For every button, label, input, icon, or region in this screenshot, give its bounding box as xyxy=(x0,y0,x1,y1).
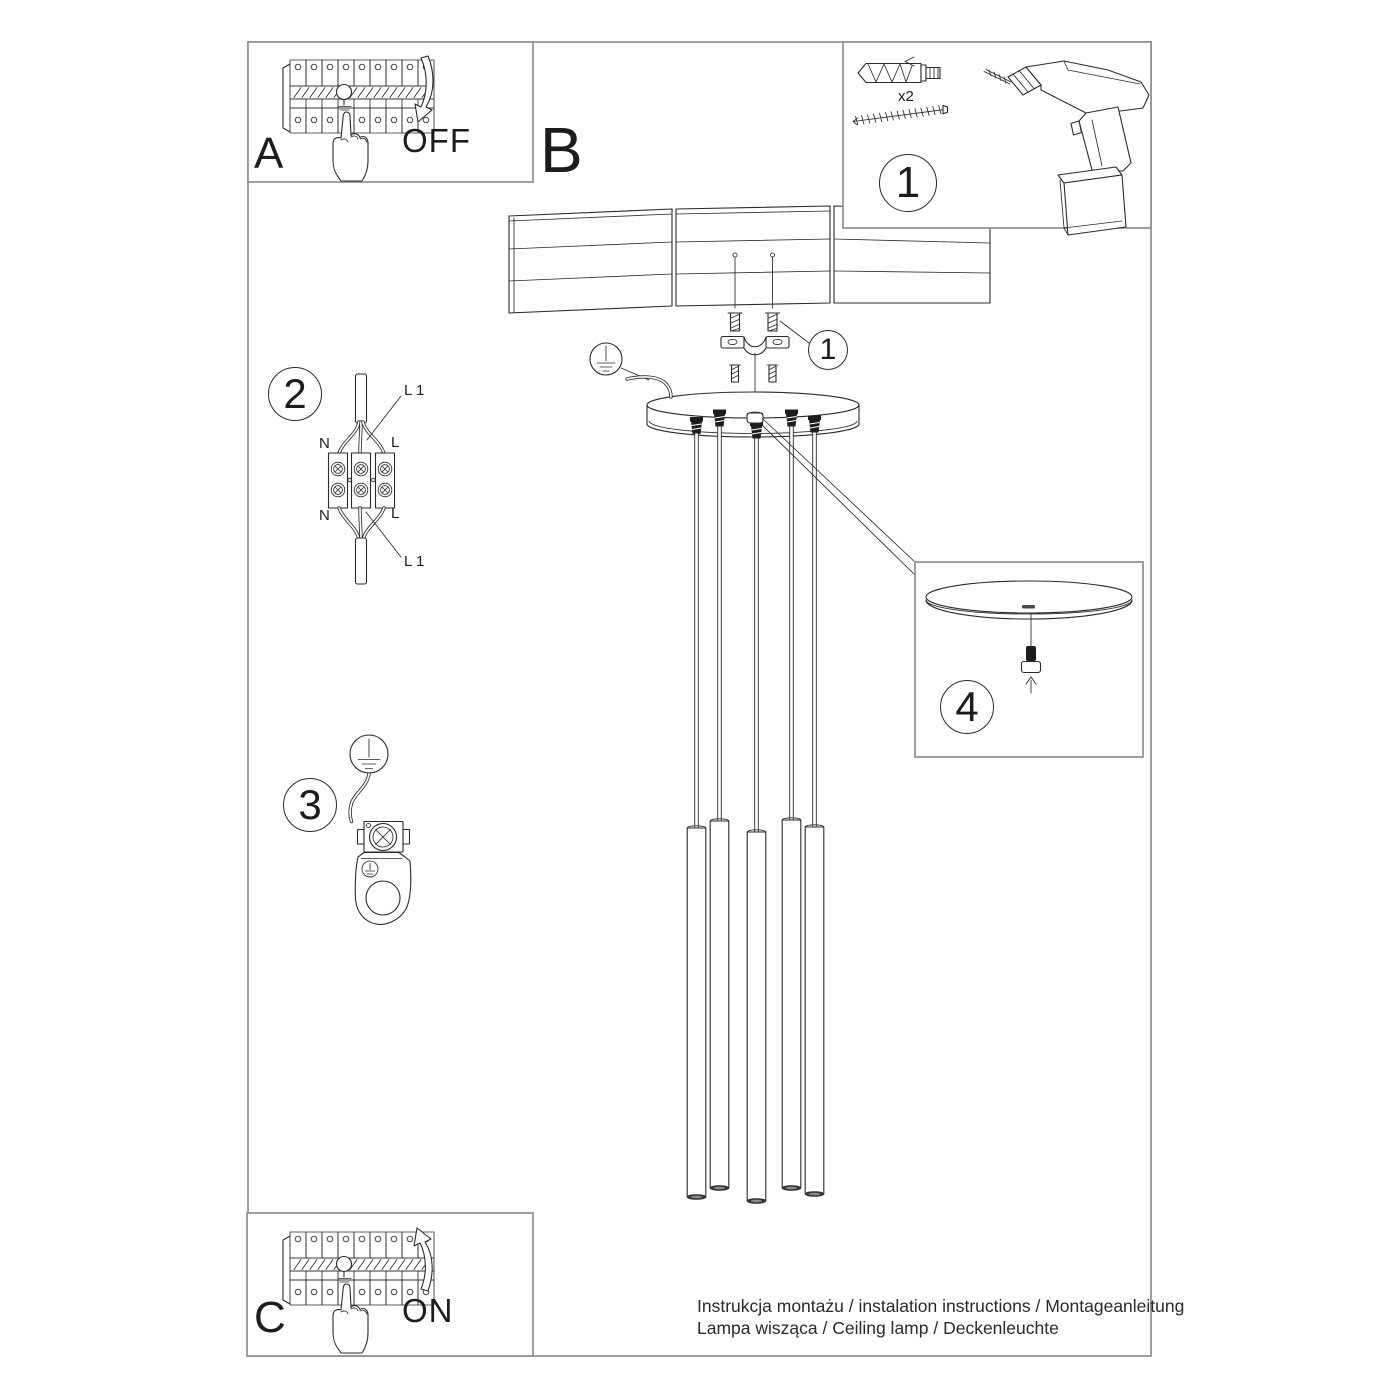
on-label: ON xyxy=(402,1292,454,1329)
suspension-cables xyxy=(695,426,817,832)
canopy-detail-badge xyxy=(940,680,994,734)
neutral-top-label: N xyxy=(319,435,330,452)
line-top-label: L xyxy=(391,434,400,451)
wiring-step-number: 2 xyxy=(283,370,307,417)
grounding-diagram xyxy=(350,735,411,924)
mounting-bracket xyxy=(721,337,789,355)
ground-symbol-icon xyxy=(590,343,649,380)
grounding-step-badge xyxy=(283,778,337,832)
kit-quantity-label: x2 xyxy=(898,88,914,105)
footer-subtitle-line: Lampa wisząca / Ceiling lamp / Deckenleuchte xyxy=(697,1318,1059,1338)
terminal-block-diagram xyxy=(329,374,402,584)
step-c-label: C xyxy=(254,1293,286,1342)
footer-title-line: Instrukcja montażu / instalation instructions / Montageanleitung xyxy=(697,1296,1185,1316)
canopy-detail-number: 4 xyxy=(955,683,979,730)
kit-step-number: 1 xyxy=(895,158,921,207)
off-label: OFF xyxy=(402,122,471,159)
neutral-bottom-label: N xyxy=(319,507,330,524)
ceiling-screws xyxy=(733,253,775,308)
grounding-step-number: 3 xyxy=(298,781,322,828)
wiring-step-badge xyxy=(268,367,322,421)
line-bottom-label: L xyxy=(391,505,400,522)
anchor-callout-number: 1 xyxy=(819,333,837,366)
wall-anchors xyxy=(728,313,780,331)
step-a-label: A xyxy=(254,129,284,178)
bracket-screws xyxy=(730,353,779,391)
anchor-callout-badge xyxy=(808,330,848,370)
pendant-tubes xyxy=(687,818,824,1204)
lead-top-label: L 1 xyxy=(404,382,425,399)
lead-bottom-label: L 1 xyxy=(404,553,425,570)
wires-bottom xyxy=(339,508,384,540)
step-b-label: B xyxy=(540,114,583,186)
canopy-cap xyxy=(747,412,763,423)
step-a-box xyxy=(248,42,533,182)
kit-step-badge xyxy=(879,154,937,212)
canopy-detail-leaders xyxy=(761,419,916,576)
